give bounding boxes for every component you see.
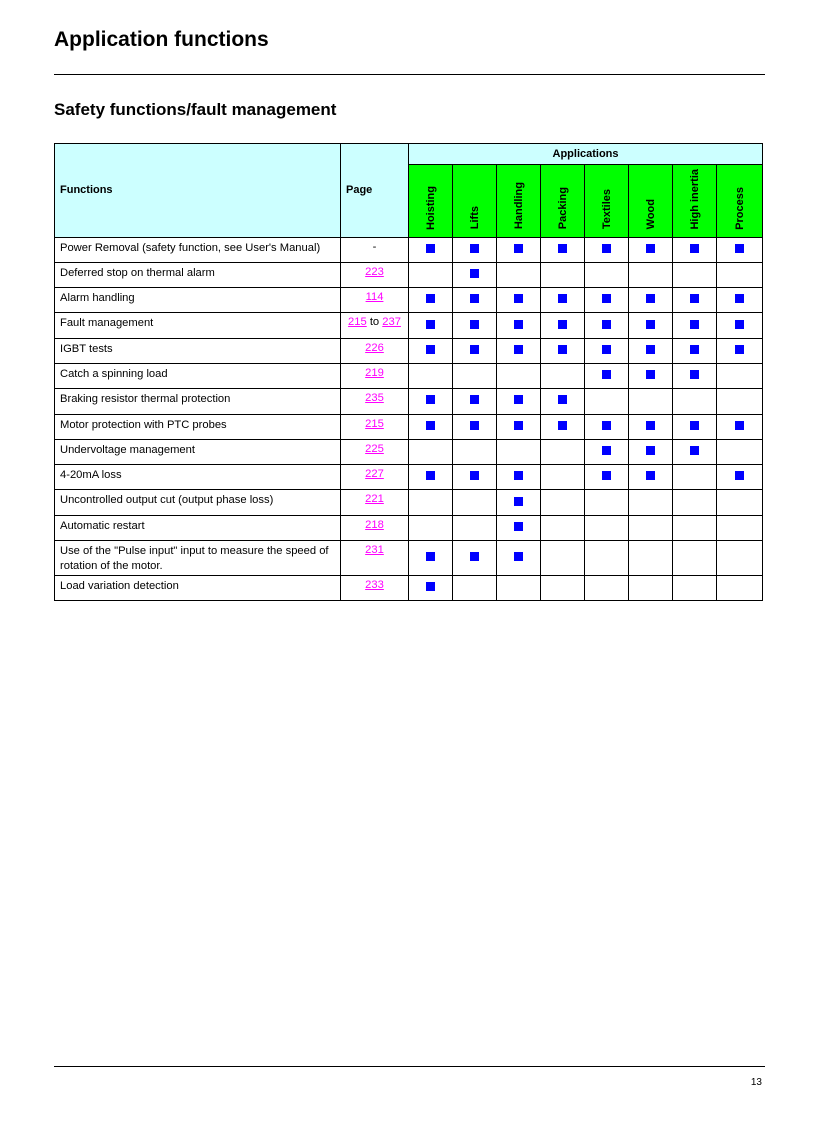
function-name-cell: IGBT tests xyxy=(55,338,341,363)
application-cell xyxy=(409,364,453,389)
applicable-marker-icon xyxy=(426,244,435,253)
page-link[interactable]: 218 xyxy=(365,518,384,531)
function-name-cell: Use of the "Pulse input" input to measure the speed of rotation of the motor. xyxy=(55,541,341,576)
column-header-application xyxy=(585,165,629,238)
applicable-marker-icon xyxy=(426,421,435,430)
application-cell xyxy=(409,541,453,576)
page-cell xyxy=(341,262,409,287)
application-cell xyxy=(453,262,497,287)
applicable-marker-icon xyxy=(514,471,523,480)
function-name-cell: 4-20mA loss xyxy=(55,465,341,490)
functions-table xyxy=(54,143,763,601)
column-header-applications: Applications xyxy=(409,144,763,165)
applicable-marker-icon xyxy=(690,421,699,430)
application-cell xyxy=(541,465,585,490)
column-header-application xyxy=(541,165,585,238)
page-link[interactable]: 231 xyxy=(365,544,384,557)
application-cell xyxy=(673,465,717,490)
function-name-cell: Braking resistor thermal protection xyxy=(55,389,341,414)
application-cell xyxy=(497,490,541,515)
application-cell xyxy=(453,465,497,490)
application-cell xyxy=(453,439,497,464)
column-header-page: Page xyxy=(341,144,409,238)
application-cell xyxy=(585,414,629,439)
application-label: Wood xyxy=(644,199,657,230)
function-name-cell: Uncontrolled output cut (output phase loss) xyxy=(55,490,341,515)
application-cell xyxy=(409,389,453,414)
applicable-marker-icon xyxy=(514,294,523,303)
table-row xyxy=(55,515,763,540)
applicable-marker-icon xyxy=(646,345,655,354)
section-title: Safety functions/fault management xyxy=(54,100,337,119)
column-header-application xyxy=(717,165,763,238)
application-cell xyxy=(585,541,629,576)
application-cell xyxy=(629,576,673,601)
applicable-marker-icon xyxy=(514,395,523,404)
function-name-cell: Catch a spinning load xyxy=(55,364,341,389)
applicable-marker-icon xyxy=(558,244,567,253)
application-cell xyxy=(629,465,673,490)
applicable-marker-icon xyxy=(735,345,744,354)
application-cell xyxy=(673,576,717,601)
applicable-marker-icon xyxy=(558,294,567,303)
application-cell xyxy=(629,313,673,338)
applicable-marker-icon xyxy=(470,244,479,253)
application-cell xyxy=(629,490,673,515)
applicable-marker-icon xyxy=(514,345,523,354)
application-cell xyxy=(673,414,717,439)
application-cell xyxy=(717,465,763,490)
page-cell xyxy=(341,465,409,490)
applicable-marker-icon xyxy=(602,446,611,455)
application-cell xyxy=(541,288,585,313)
applicable-marker-icon xyxy=(426,345,435,354)
application-cell xyxy=(409,414,453,439)
application-cell xyxy=(629,515,673,540)
applicable-marker-icon xyxy=(426,471,435,480)
applicable-marker-icon xyxy=(514,522,523,531)
applicable-marker-icon xyxy=(602,320,611,329)
application-cell xyxy=(497,237,541,262)
page-link[interactable]: 219 xyxy=(365,367,384,379)
application-cell xyxy=(453,515,497,540)
table-row xyxy=(55,389,763,414)
applicable-marker-icon xyxy=(646,294,655,303)
page-cell xyxy=(341,364,409,389)
footer-divider xyxy=(54,1066,765,1067)
application-cell xyxy=(673,389,717,414)
application-cell xyxy=(497,465,541,490)
application-cell xyxy=(409,313,453,338)
applicable-marker-icon xyxy=(690,294,699,303)
page-text: - xyxy=(372,240,377,253)
table-row xyxy=(55,490,763,515)
application-cell xyxy=(541,389,585,414)
application-cell xyxy=(453,237,497,262)
application-cell xyxy=(453,288,497,313)
application-label: Packing xyxy=(556,187,569,230)
application-cell xyxy=(673,288,717,313)
page-link[interactable]: 226 xyxy=(365,341,384,354)
applicable-marker-icon xyxy=(735,294,744,303)
function-name-cell: Deferred stop on thermal alarm xyxy=(55,262,341,287)
application-cell xyxy=(453,389,497,414)
applicable-marker-icon xyxy=(470,320,479,329)
page-cell xyxy=(341,414,409,439)
applicable-marker-icon xyxy=(602,244,611,253)
application-cell xyxy=(541,515,585,540)
application-cell xyxy=(409,262,453,287)
application-label: High inertia xyxy=(688,169,701,230)
applicable-marker-icon xyxy=(690,244,699,253)
application-cell xyxy=(541,414,585,439)
page-link[interactable]: 225 xyxy=(365,442,384,455)
application-cell xyxy=(497,288,541,313)
application-cell xyxy=(585,288,629,313)
application-cell xyxy=(717,439,763,464)
applicable-marker-icon xyxy=(558,345,567,354)
table-row xyxy=(55,288,763,313)
application-label: Hoisting xyxy=(424,185,437,230)
application-cell xyxy=(409,338,453,363)
application-cell xyxy=(541,490,585,515)
column-header-functions: Functions xyxy=(55,144,341,238)
column-header-application xyxy=(409,165,453,238)
page-cell xyxy=(341,439,409,464)
table-row xyxy=(55,439,763,464)
application-cell xyxy=(541,313,585,338)
applicable-marker-icon xyxy=(426,582,435,591)
application-cell xyxy=(673,515,717,540)
applicable-marker-icon xyxy=(470,345,479,354)
application-cell xyxy=(629,389,673,414)
page-number: 13 xyxy=(750,1077,762,1088)
application-cell xyxy=(409,439,453,464)
application-cell xyxy=(673,490,717,515)
column-header-application xyxy=(673,165,717,238)
application-cell xyxy=(717,262,763,287)
application-cell xyxy=(497,389,541,414)
applicable-marker-icon xyxy=(514,497,523,506)
applicable-marker-icon xyxy=(426,552,435,561)
application-cell xyxy=(541,364,585,389)
application-cell xyxy=(629,439,673,464)
application-cell xyxy=(629,262,673,287)
page-cell xyxy=(341,288,409,313)
application-cell xyxy=(497,262,541,287)
application-cell xyxy=(497,364,541,389)
application-cell xyxy=(585,465,629,490)
header-divider xyxy=(54,74,765,75)
applicable-marker-icon xyxy=(690,446,699,455)
table-header-row-1 xyxy=(55,144,763,165)
application-cell xyxy=(717,288,763,313)
application-cell xyxy=(585,313,629,338)
page-text: to xyxy=(366,316,383,329)
applicable-marker-icon xyxy=(558,395,567,404)
table-row xyxy=(55,338,763,363)
table-body xyxy=(55,237,763,601)
table-row xyxy=(55,465,763,490)
application-cell xyxy=(541,338,585,363)
applicable-marker-icon xyxy=(646,370,655,379)
page-link[interactable]: 235 xyxy=(365,392,384,405)
application-cell xyxy=(497,338,541,363)
application-cell xyxy=(629,541,673,576)
applicable-marker-icon xyxy=(690,370,699,379)
application-cell xyxy=(409,490,453,515)
application-cell xyxy=(673,541,717,576)
applicable-marker-icon xyxy=(470,471,479,480)
application-cell xyxy=(629,288,673,313)
applicable-marker-icon xyxy=(470,552,479,561)
page-title: Application functions xyxy=(54,28,269,51)
application-cell xyxy=(409,237,453,262)
application-cell xyxy=(409,576,453,601)
page-cell xyxy=(341,541,409,576)
application-cell xyxy=(673,237,717,262)
applicable-marker-icon xyxy=(646,446,655,455)
table-row xyxy=(55,364,763,389)
function-name-cell: Fault management xyxy=(55,313,341,338)
page-cell xyxy=(341,338,409,363)
application-cell xyxy=(717,364,763,389)
applicable-marker-icon xyxy=(690,345,699,354)
column-header-application xyxy=(629,165,673,238)
applicable-marker-icon xyxy=(470,269,479,278)
application-cell xyxy=(541,541,585,576)
application-cell xyxy=(453,414,497,439)
application-label: Textiles xyxy=(600,189,613,230)
application-cell xyxy=(717,338,763,363)
application-cell xyxy=(541,576,585,601)
applicable-marker-icon xyxy=(558,421,567,430)
applicable-marker-icon xyxy=(558,320,567,329)
application-cell xyxy=(717,541,763,576)
application-cell xyxy=(453,490,497,515)
column-header-application xyxy=(497,165,541,238)
application-cell xyxy=(497,576,541,601)
application-cell xyxy=(453,338,497,363)
applicable-marker-icon xyxy=(470,294,479,303)
applicable-marker-icon xyxy=(646,320,655,329)
application-cell xyxy=(717,576,763,601)
table-row xyxy=(55,576,763,601)
page-link[interactable]: 215 xyxy=(348,316,367,329)
application-label: Handling xyxy=(512,182,525,230)
application-cell xyxy=(717,414,763,439)
applicable-marker-icon xyxy=(514,552,523,561)
applicable-marker-icon xyxy=(514,320,523,329)
page-cell xyxy=(341,389,409,414)
application-cell xyxy=(453,541,497,576)
application-cell xyxy=(453,576,497,601)
applicable-marker-icon xyxy=(735,471,744,480)
applicable-marker-icon xyxy=(426,395,435,404)
applicable-marker-icon xyxy=(602,294,611,303)
table-row xyxy=(55,313,763,338)
application-cell xyxy=(541,262,585,287)
page-link[interactable]: 221 xyxy=(365,493,384,506)
application-cell xyxy=(541,237,585,262)
application-cell xyxy=(717,490,763,515)
function-name-cell: Alarm handling xyxy=(55,288,341,313)
application-cell xyxy=(629,338,673,363)
application-cell xyxy=(673,364,717,389)
applicable-marker-icon xyxy=(646,471,655,480)
application-label: Lifts xyxy=(468,206,481,230)
application-cell xyxy=(585,262,629,287)
applicable-marker-icon xyxy=(735,244,744,253)
applicable-marker-icon xyxy=(602,421,611,430)
table-row xyxy=(55,237,763,262)
application-cell xyxy=(585,237,629,262)
page-cell xyxy=(341,576,409,601)
application-cell xyxy=(453,364,497,389)
page-link[interactable]: 237 xyxy=(382,316,401,329)
application-label: Process xyxy=(733,186,746,230)
application-cell xyxy=(497,541,541,576)
application-cell xyxy=(541,439,585,464)
application-cell xyxy=(409,465,453,490)
page-link[interactable]: 114 xyxy=(365,291,384,304)
application-cell xyxy=(629,237,673,262)
application-cell xyxy=(409,515,453,540)
application-cell xyxy=(585,576,629,601)
table-row xyxy=(55,541,763,576)
applicable-marker-icon xyxy=(602,370,611,379)
application-cell xyxy=(497,414,541,439)
function-name-cell: Load variation detection xyxy=(55,576,341,601)
applicable-marker-icon xyxy=(470,395,479,404)
applicable-marker-icon xyxy=(514,244,523,253)
applicable-marker-icon xyxy=(690,320,699,329)
application-cell xyxy=(717,389,763,414)
application-cell xyxy=(585,338,629,363)
applicable-marker-icon xyxy=(602,345,611,354)
applicable-marker-icon xyxy=(646,421,655,430)
table-row xyxy=(55,262,763,287)
page-link[interactable]: 215 xyxy=(365,417,384,430)
applicable-marker-icon xyxy=(735,320,744,329)
applicable-marker-icon xyxy=(514,421,523,430)
application-cell xyxy=(585,515,629,540)
application-cell xyxy=(717,237,763,262)
function-name-cell: Undervoltage management xyxy=(55,439,341,464)
page-cell xyxy=(341,515,409,540)
application-cell xyxy=(585,490,629,515)
application-cell xyxy=(673,338,717,363)
application-cell xyxy=(717,313,763,338)
table-row xyxy=(55,414,763,439)
application-cell xyxy=(629,364,673,389)
application-cell xyxy=(673,439,717,464)
application-cell xyxy=(497,439,541,464)
applicable-marker-icon xyxy=(646,244,655,253)
function-name-cell: Automatic restart xyxy=(55,515,341,540)
page-link[interactable]: 223 xyxy=(365,265,384,278)
application-cell xyxy=(673,262,717,287)
applicable-marker-icon xyxy=(426,294,435,303)
application-cell xyxy=(453,313,497,338)
page-cell xyxy=(341,237,409,262)
column-header-application xyxy=(453,165,497,238)
applicable-marker-icon xyxy=(735,421,744,430)
page-link[interactable]: 233 xyxy=(365,579,384,592)
function-name-cell: Power Removal (safety function, see User's Manual) xyxy=(55,237,341,262)
function-name-cell: Motor protection with PTC probes xyxy=(55,414,341,439)
application-cell xyxy=(717,515,763,540)
applicable-marker-icon xyxy=(470,421,479,430)
application-cell xyxy=(497,515,541,540)
page-cell xyxy=(341,490,409,515)
application-cell xyxy=(629,414,673,439)
applicable-marker-icon xyxy=(602,471,611,480)
application-cell xyxy=(585,439,629,464)
application-cell xyxy=(673,313,717,338)
application-cell xyxy=(497,313,541,338)
application-cell xyxy=(585,389,629,414)
application-cell xyxy=(585,364,629,389)
application-cell xyxy=(409,288,453,313)
page-cell xyxy=(341,313,409,338)
page-link[interactable]: 227 xyxy=(365,468,384,481)
applicable-marker-icon xyxy=(426,320,435,329)
